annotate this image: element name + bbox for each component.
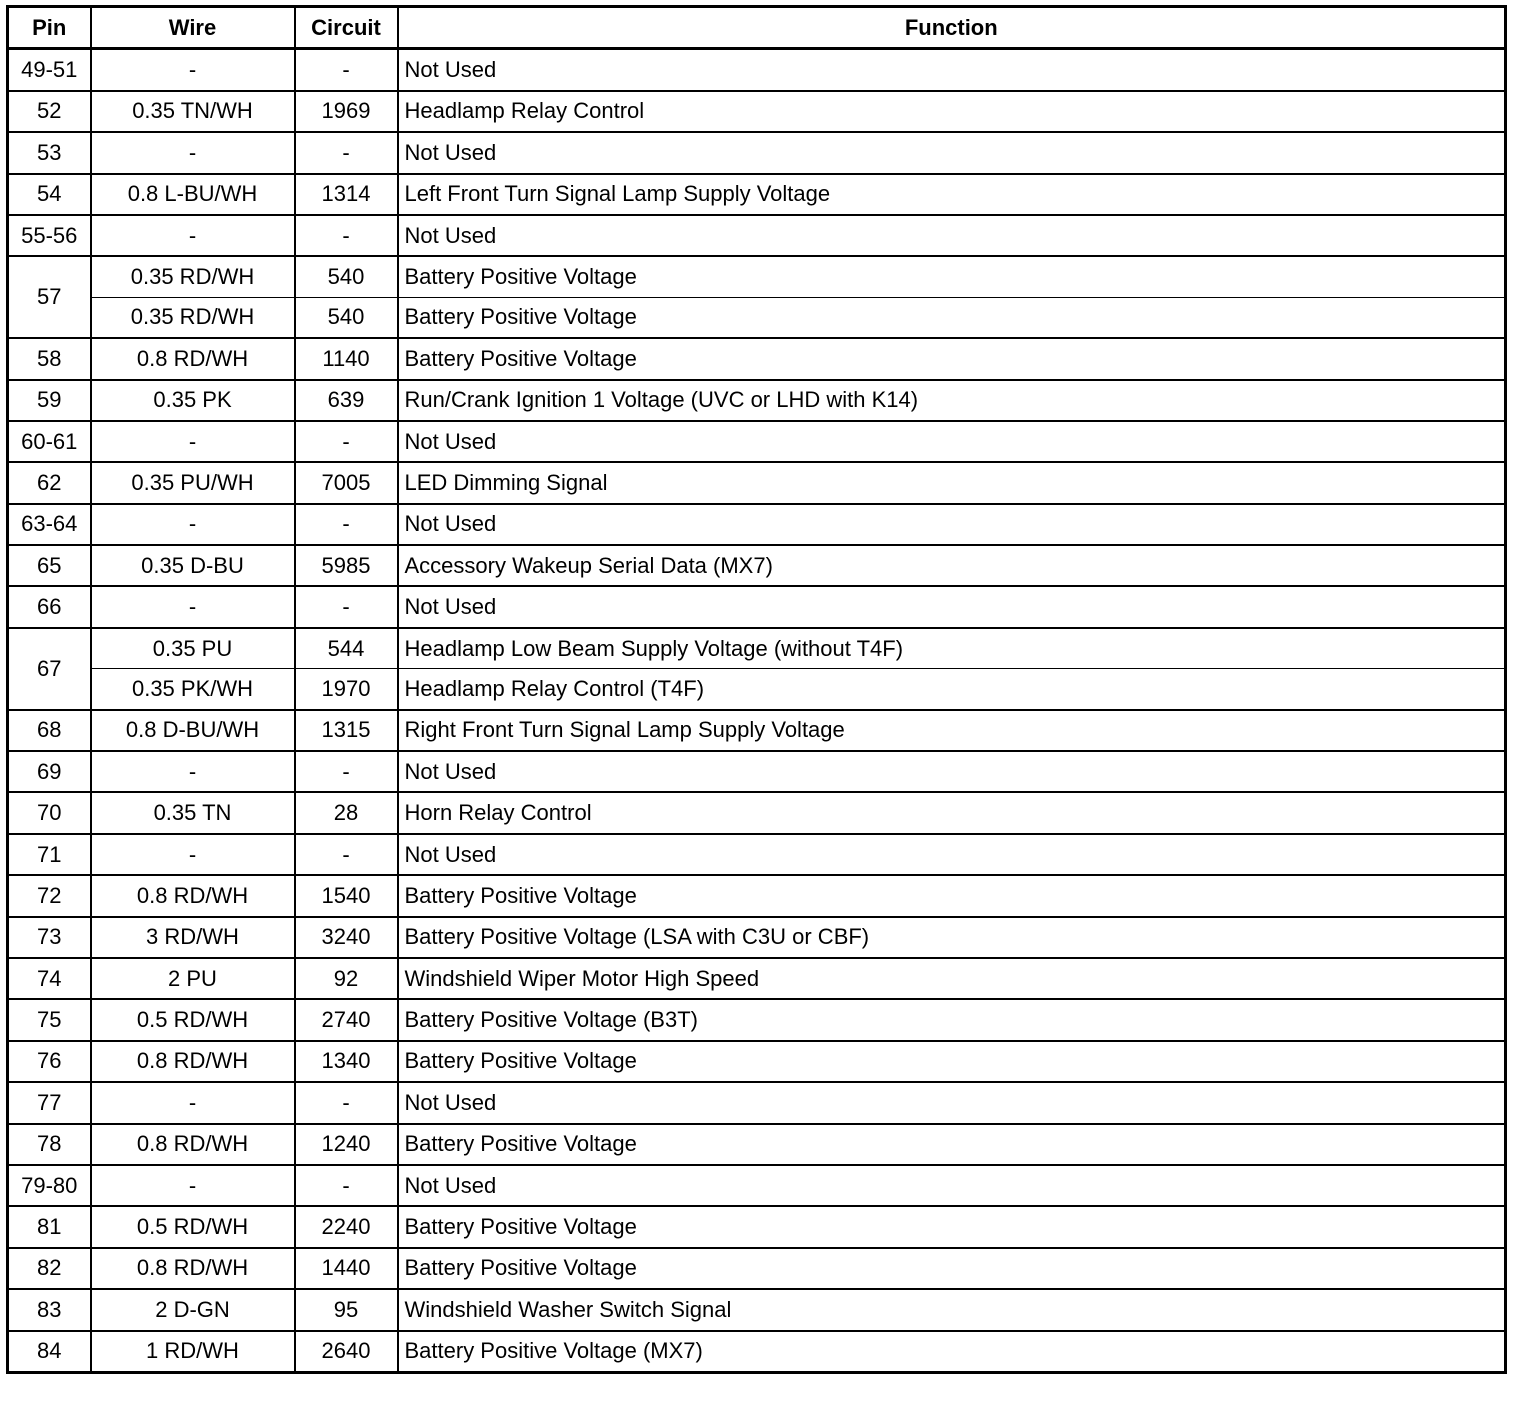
wire-cell: 0.5 RD/WH: [91, 999, 295, 1040]
wire-cell: 0.35 PU/WH: [91, 462, 295, 503]
function-cell: Not Used: [398, 1165, 1506, 1206]
circuit-cell: 540: [295, 297, 398, 338]
function-cell: Not Used: [398, 586, 1506, 627]
function-cell: Left Front Turn Signal Lamp Supply Voltage: [398, 174, 1506, 215]
pin-cell: 49-51: [8, 49, 91, 91]
function-cell: Headlamp Low Beam Supply Voltage (without T4F): [398, 628, 1506, 669]
circuit-cell: 2640: [295, 1331, 398, 1373]
pin-cell: 53: [8, 132, 91, 173]
table-row: [8, 215, 1506, 256]
circuit-cell: -: [295, 132, 398, 173]
wire-cell: 2 PU: [91, 958, 295, 999]
pin-cell: 73: [8, 917, 91, 958]
wire-cell: 0.8 L-BU/WH: [91, 174, 295, 215]
table-row: [8, 1206, 1506, 1247]
circuit-cell: 92: [295, 958, 398, 999]
function-cell: LED Dimming Signal: [398, 462, 1506, 503]
pin-cell: 62: [8, 462, 91, 503]
function-cell: Battery Positive Voltage (LSA with C3U or CBF): [398, 917, 1506, 958]
wire-cell: -: [91, 834, 295, 875]
pin-cell: 75: [8, 999, 91, 1040]
pin-cell: 68: [8, 710, 91, 751]
function-cell: Windshield Wiper Motor High Speed: [398, 958, 1506, 999]
circuit-cell: 7005: [295, 462, 398, 503]
function-cell: Battery Positive Voltage: [398, 1041, 1506, 1082]
wire-cell: 0.8 RD/WH: [91, 1248, 295, 1289]
function-cell: Battery Positive Voltage: [398, 1124, 1506, 1165]
pin-cell: 59: [8, 380, 91, 421]
function-cell: Right Front Turn Signal Lamp Supply Voltage: [398, 710, 1506, 751]
circuit-cell: -: [295, 421, 398, 462]
circuit-cell: 540: [295, 256, 398, 297]
table-row: [8, 1124, 1506, 1165]
function-cell: Battery Positive Voltage: [398, 338, 1506, 379]
table-row: [8, 1331, 1506, 1373]
function-cell: Battery Positive Voltage: [398, 297, 1506, 338]
pin-cell: 78: [8, 1124, 91, 1165]
wire-cell: 0.35 TN: [91, 792, 295, 833]
table-row: [8, 545, 1506, 586]
circuit-cell: -: [295, 1082, 398, 1123]
circuit-cell: -: [295, 49, 398, 91]
circuit-cell: -: [295, 1165, 398, 1206]
function-cell: Not Used: [398, 132, 1506, 173]
function-cell: Not Used: [398, 834, 1506, 875]
function-cell: Run/Crank Ignition 1 Voltage (UVC or LHD with K14): [398, 380, 1506, 421]
pin-cell: 82: [8, 1248, 91, 1289]
connector-pinout-table: [6, 5, 1507, 1374]
table-row: [8, 91, 1506, 132]
function-cell: Not Used: [398, 1082, 1506, 1123]
header-function: Function: [398, 7, 1506, 49]
wire-cell: 0.35 PK: [91, 380, 295, 421]
pin-cell: 81: [8, 1206, 91, 1247]
circuit-cell: 2240: [295, 1206, 398, 1247]
pin-cell: 66: [8, 586, 91, 627]
pin-cell: 52: [8, 91, 91, 132]
circuit-cell: 639: [295, 380, 398, 421]
function-cell: Battery Positive Voltage (B3T): [398, 999, 1506, 1040]
wire-cell: 0.35 RD/WH: [91, 256, 295, 297]
table-row: [8, 504, 1506, 545]
circuit-cell: 1340: [295, 1041, 398, 1082]
function-cell: Battery Positive Voltage: [398, 1248, 1506, 1289]
pin-cell: 84: [8, 1331, 91, 1373]
table-row: [8, 958, 1506, 999]
wire-cell: -: [91, 504, 295, 545]
table-row: [8, 792, 1506, 833]
function-cell: Battery Positive Voltage: [398, 1206, 1506, 1247]
wire-cell: -: [91, 1082, 295, 1123]
circuit-cell: 1240: [295, 1124, 398, 1165]
circuit-cell: 544: [295, 628, 398, 669]
table-row: [8, 1289, 1506, 1330]
pin-cell: 63-64: [8, 504, 91, 545]
wire-cell: 0.35 PU: [91, 628, 295, 669]
circuit-cell: 1540: [295, 875, 398, 916]
function-cell: Not Used: [398, 421, 1506, 462]
table-row: [8, 1248, 1506, 1289]
table-row: [8, 751, 1506, 792]
wire-cell: 0.35 TN/WH: [91, 91, 295, 132]
wire-cell: -: [91, 421, 295, 462]
circuit-cell: -: [295, 751, 398, 792]
table-row: [8, 710, 1506, 751]
circuit-cell: 1315: [295, 710, 398, 751]
table-body: [8, 49, 1506, 1373]
circuit-cell: 1969: [295, 91, 398, 132]
circuit-cell: -: [295, 586, 398, 627]
table-row: [8, 49, 1506, 91]
function-cell: Battery Positive Voltage (MX7): [398, 1331, 1506, 1373]
table-row: [8, 338, 1506, 379]
function-cell: Headlamp Relay Control (T4F): [398, 669, 1506, 710]
circuit-cell: 28: [295, 792, 398, 833]
table-row: [8, 586, 1506, 627]
pin-cell: 74: [8, 958, 91, 999]
table-row: [8, 875, 1506, 916]
wire-cell: 3 RD/WH: [91, 917, 295, 958]
pin-cell: 67: [8, 628, 91, 710]
wire-cell: 0.35 PK/WH: [91, 669, 295, 710]
circuit-cell: 2740: [295, 999, 398, 1040]
pin-cell: 54: [8, 174, 91, 215]
table-row: [8, 1165, 1506, 1206]
table-row: [8, 380, 1506, 421]
table-row: [8, 1082, 1506, 1123]
function-cell: Not Used: [398, 49, 1506, 91]
function-cell: Not Used: [398, 504, 1506, 545]
circuit-cell: 95: [295, 1289, 398, 1330]
pin-cell: 58: [8, 338, 91, 379]
table-header: [8, 7, 1506, 49]
wire-cell: 0.5 RD/WH: [91, 1206, 295, 1247]
function-cell: Not Used: [398, 751, 1506, 792]
pin-cell: 72: [8, 875, 91, 916]
table-row: [8, 421, 1506, 462]
pin-cell: 77: [8, 1082, 91, 1123]
wire-cell: -: [91, 586, 295, 627]
pin-cell: 70: [8, 792, 91, 833]
pin-cell: 79-80: [8, 1165, 91, 1206]
table-row: [8, 297, 1506, 338]
function-cell: Not Used: [398, 215, 1506, 256]
header-pin: Pin: [8, 7, 91, 49]
wire-cell: 0.8 D-BU/WH: [91, 710, 295, 751]
pin-cell: 55-56: [8, 215, 91, 256]
pin-cell: 69: [8, 751, 91, 792]
circuit-cell: -: [295, 215, 398, 256]
circuit-cell: 3240: [295, 917, 398, 958]
function-cell: Accessory Wakeup Serial Data (MX7): [398, 545, 1506, 586]
wire-cell: -: [91, 1165, 295, 1206]
function-cell: Battery Positive Voltage: [398, 875, 1506, 916]
table-row: [8, 669, 1506, 710]
header-wire: Wire: [91, 7, 295, 49]
pin-cell: 71: [8, 834, 91, 875]
table-row: [8, 917, 1506, 958]
table-row: [8, 1041, 1506, 1082]
function-cell: Windshield Washer Switch Signal: [398, 1289, 1506, 1330]
header-row: [8, 7, 1506, 49]
table-row: [8, 834, 1506, 875]
circuit-cell: -: [295, 834, 398, 875]
pin-cell: 76: [8, 1041, 91, 1082]
circuit-cell: 1440: [295, 1248, 398, 1289]
pin-cell: 65: [8, 545, 91, 586]
wire-cell: -: [91, 215, 295, 256]
table-row: [8, 256, 1506, 297]
table-row: [8, 132, 1506, 173]
circuit-cell: 5985: [295, 545, 398, 586]
pin-cell: 60-61: [8, 421, 91, 462]
wire-cell: 0.8 RD/WH: [91, 875, 295, 916]
wire-cell: -: [91, 751, 295, 792]
header-circuit: Circuit: [295, 7, 398, 49]
circuit-cell: 1140: [295, 338, 398, 379]
wire-cell: -: [91, 49, 295, 91]
function-cell: Battery Positive Voltage: [398, 256, 1506, 297]
function-cell: Horn Relay Control: [398, 792, 1506, 833]
pin-cell: 83: [8, 1289, 91, 1330]
wire-cell: -: [91, 132, 295, 173]
table-row: [8, 999, 1506, 1040]
circuit-cell: -: [295, 504, 398, 545]
table-row: [8, 628, 1506, 669]
circuit-cell: 1314: [295, 174, 398, 215]
wire-cell: 0.8 RD/WH: [91, 338, 295, 379]
pin-cell: 57: [8, 256, 91, 338]
wire-cell: 0.35 RD/WH: [91, 297, 295, 338]
wire-cell: 1 RD/WH: [91, 1331, 295, 1373]
wire-cell: 0.8 RD/WH: [91, 1041, 295, 1082]
circuit-cell: 1970: [295, 669, 398, 710]
wire-cell: 0.35 D-BU: [91, 545, 295, 586]
function-cell: Headlamp Relay Control: [398, 91, 1506, 132]
wire-cell: 0.8 RD/WH: [91, 1124, 295, 1165]
wire-cell: 2 D-GN: [91, 1289, 295, 1330]
table-row: [8, 462, 1506, 503]
table-row: [8, 174, 1506, 215]
